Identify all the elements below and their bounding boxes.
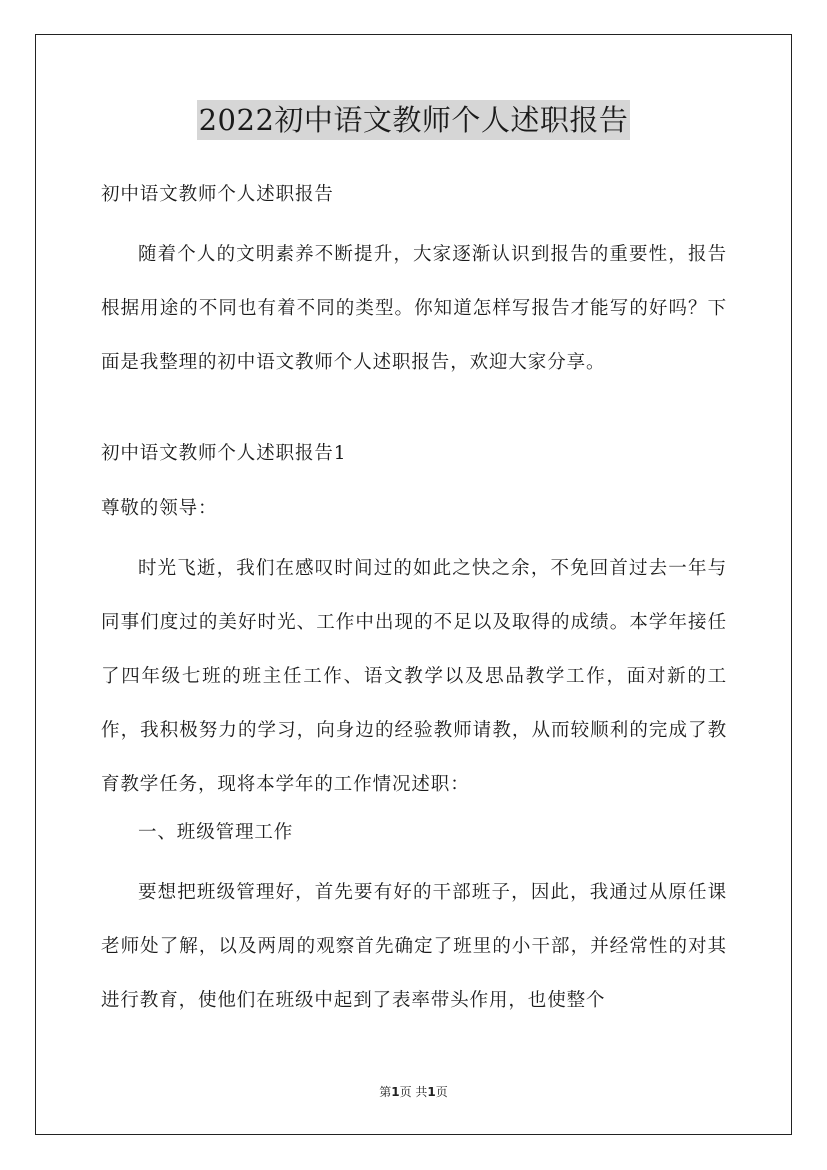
footer-page-number: 1 <box>391 1085 400 1099</box>
heading-class-management: 一、班级管理工作 <box>138 822 294 843</box>
footer-page-total: 1 <box>427 1085 436 1099</box>
paragraph-2: 要想把班级管理好，首先要有好的干部班子，因此，我通过从原任课老师处了解，以及两周的观察首先确定了班里的小干部，并经常性的对其进行教育，使他们在班级中起到了表率带头作用，也使整个 <box>101 882 727 1011</box>
title-wrap <box>0 100 827 140</box>
paragraph-1: 时光飞逝，我们在感叹时间过的如此之快之余，不免回首过去一年与同事们度过的美好时光、工作中出现的不足以及取得的成绩。本学年接任了四年级七班的班主任工作、语文教学以及思品教学工作，面对新的工作，我积极努力的学习，向身边的经验教师请教，从而较顺利的完成了教育教学任务，现将本学年的工作情况述职： <box>101 558 727 795</box>
footer-suffix: 页 <box>435 1085 448 1099</box>
subtitle: 初中语文教师个人述职报告 <box>101 184 334 205</box>
page-footer <box>0 1083 827 1100</box>
intro-paragraph: 随着个人的文明素养不断提升，大家逐渐认识到报告的重要性，报告根据用途的不同也有着不同的类型。你知道怎样写报告才能写的好吗？下面是我整理的初中语文教师个人述职报告，欢迎大家分享。 <box>101 244 727 373</box>
document-title: 2022初中语文教师个人述职报告 <box>197 100 631 140</box>
footer-prefix: 第 <box>379 1085 392 1099</box>
salutation: 尊敬的领导： <box>101 498 218 519</box>
footer-middle: 页 共 <box>399 1085 428 1099</box>
section-title: 初中语文教师个人述职报告1 <box>101 443 347 464</box>
document-body <box>101 175 727 1043</box>
